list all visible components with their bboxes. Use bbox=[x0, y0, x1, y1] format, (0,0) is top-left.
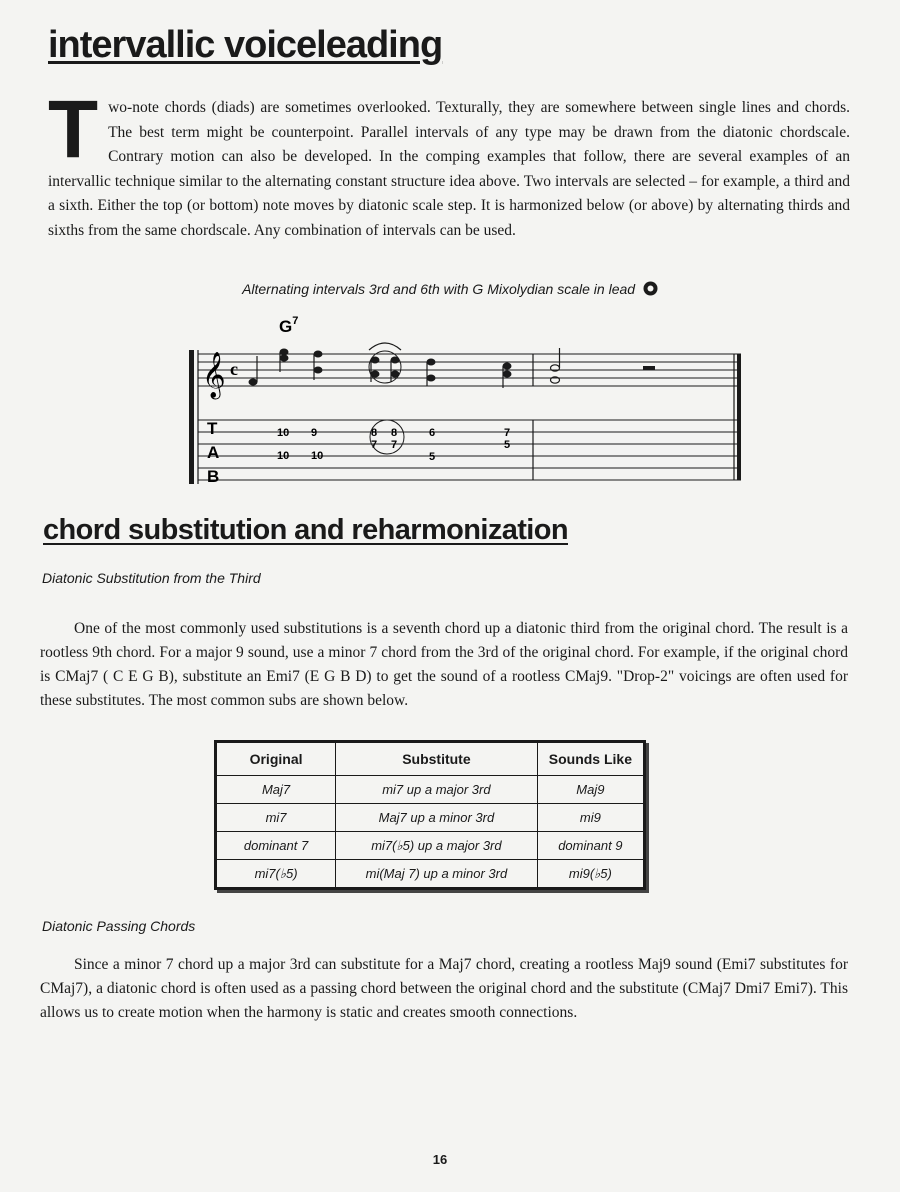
svg-text:7: 7 bbox=[504, 427, 511, 439]
chord-symbol: $G^7$ bbox=[279, 315, 299, 336]
tab-clef bbox=[207, 419, 219, 486]
svg-text:10: 10 bbox=[277, 450, 290, 462]
table-cell: Maj7 bbox=[216, 776, 336, 804]
table-cell: Maj7 up a minor 3rd bbox=[336, 804, 538, 832]
table-cell: dominant 9 bbox=[537, 832, 644, 860]
svg-text:5: 5 bbox=[504, 439, 511, 451]
table-cell: mi7(♭5) bbox=[216, 860, 336, 889]
column-header-substitute: Substitute bbox=[336, 742, 538, 776]
audio-track-icon bbox=[643, 281, 658, 296]
paragraph-passing-chords: Since a minor 7 chord up a major 3rd can substitute for a Maj7 chord, creating a rootless Maj9 sound (Emi7 substitutes for CMaj7), a diatonic chord is often used as a passing chord between the original chord and the substitute (CMaj7 Dmi7 Emi7). This allows us to create motion when the harmony is static and creates smooth connections. bbox=[40, 956, 848, 1021]
table-row bbox=[216, 804, 645, 832]
time-signature: c bbox=[230, 359, 238, 379]
svg-text:T: T bbox=[207, 419, 218, 438]
example-caption bbox=[0, 281, 900, 297]
table-cell: Maj9 bbox=[537, 776, 644, 804]
svg-text:5: 5 bbox=[429, 451, 436, 463]
table-cell: mi9 bbox=[537, 804, 644, 832]
intro-text: wo-note chords (diads) are sometimes overlooked. Texturally, they are somewhere between single lines and chords. The best term might be counterpoint. Parallel intervals of any type may be drawn from the diatonic chordscale. Contrary motion can also be developed. In the comping examples that follow, there are several examples of an intervallic technique similar to the alternating constant structure idea above. Two intervals are selected – for example, a third and a sixth. Either the top (or bottom) note moves by diatonic scale step. It is harmonized below (or above) by alternating thirds and sixths from the same chordscale. Any combination of intervals can be used. bbox=[48, 99, 850, 239]
svg-text:8: 8 bbox=[371, 427, 378, 439]
table-row bbox=[216, 832, 645, 860]
svg-text:7: 7 bbox=[391, 439, 398, 451]
final-barline-thick bbox=[737, 354, 741, 480]
paragraph-substitution: One of the most commonly used substitutions is a seventh chord up a diatonic third from the original chord. The result is a rootless 9th chord. For a major 9 sound, use a minor 7 chord from the 3rd of the original chord. For example, if the original chord is CMaj7 ( C E G B), substitute an Emi7 (E G B D) to get the sound of a rootless CMaj9. "Drop-2" voicings are often used for these substitutes. The most common subs are shown below. bbox=[40, 620, 848, 709]
column-header-original: Original bbox=[216, 742, 336, 776]
svg-text:B: B bbox=[207, 467, 220, 486]
half-rest bbox=[643, 366, 655, 370]
table-header-row bbox=[216, 742, 645, 776]
section-title-intervallic: intervallic voiceleading bbox=[48, 24, 443, 66]
table-cell: dominant 7 bbox=[216, 832, 336, 860]
system-bracket bbox=[189, 350, 194, 484]
caption-text: Alternating intervals 3rd and 6th with G Mixolydian scale in lead bbox=[242, 281, 636, 297]
intro-paragraph bbox=[48, 84, 850, 243]
table-cell: mi7 bbox=[216, 804, 336, 832]
tie-arc bbox=[369, 343, 401, 350]
table-cell: mi7 up a major 3rd bbox=[336, 776, 538, 804]
column-header-sounds-like: Sounds Like bbox=[537, 742, 644, 776]
drop-cap: T bbox=[48, 84, 99, 175]
svg-text:8: 8 bbox=[391, 427, 398, 439]
svg-text:6: 6 bbox=[429, 427, 436, 439]
table-row bbox=[216, 860, 645, 889]
table-row bbox=[216, 776, 645, 804]
substitution-table bbox=[214, 740, 646, 890]
page-number: 16 bbox=[432, 1152, 448, 1167]
treble-clef: 𝄞 bbox=[202, 352, 226, 398]
svg-text:7: 7 bbox=[371, 439, 378, 451]
music-example bbox=[185, 310, 745, 490]
subheading-diatonic-substitution: Diatonic Substitution from the Third bbox=[42, 570, 261, 586]
table-cell: mi9(♭5) bbox=[537, 860, 644, 889]
table-cell: mi(Maj 7) up a minor 3rd bbox=[336, 860, 538, 889]
table-cell: mi7(♭5) up a major 3rd bbox=[336, 832, 538, 860]
svg-text:10: 10 bbox=[277, 427, 290, 439]
svg-text:A: A bbox=[207, 443, 220, 462]
svg-text:9: 9 bbox=[311, 427, 318, 439]
subheading-passing-chords: Diatonic Passing Chords bbox=[42, 918, 196, 934]
svg-text:10: 10 bbox=[311, 450, 324, 462]
section-title-substitution: chord substitution and reharmonization bbox=[43, 514, 568, 546]
